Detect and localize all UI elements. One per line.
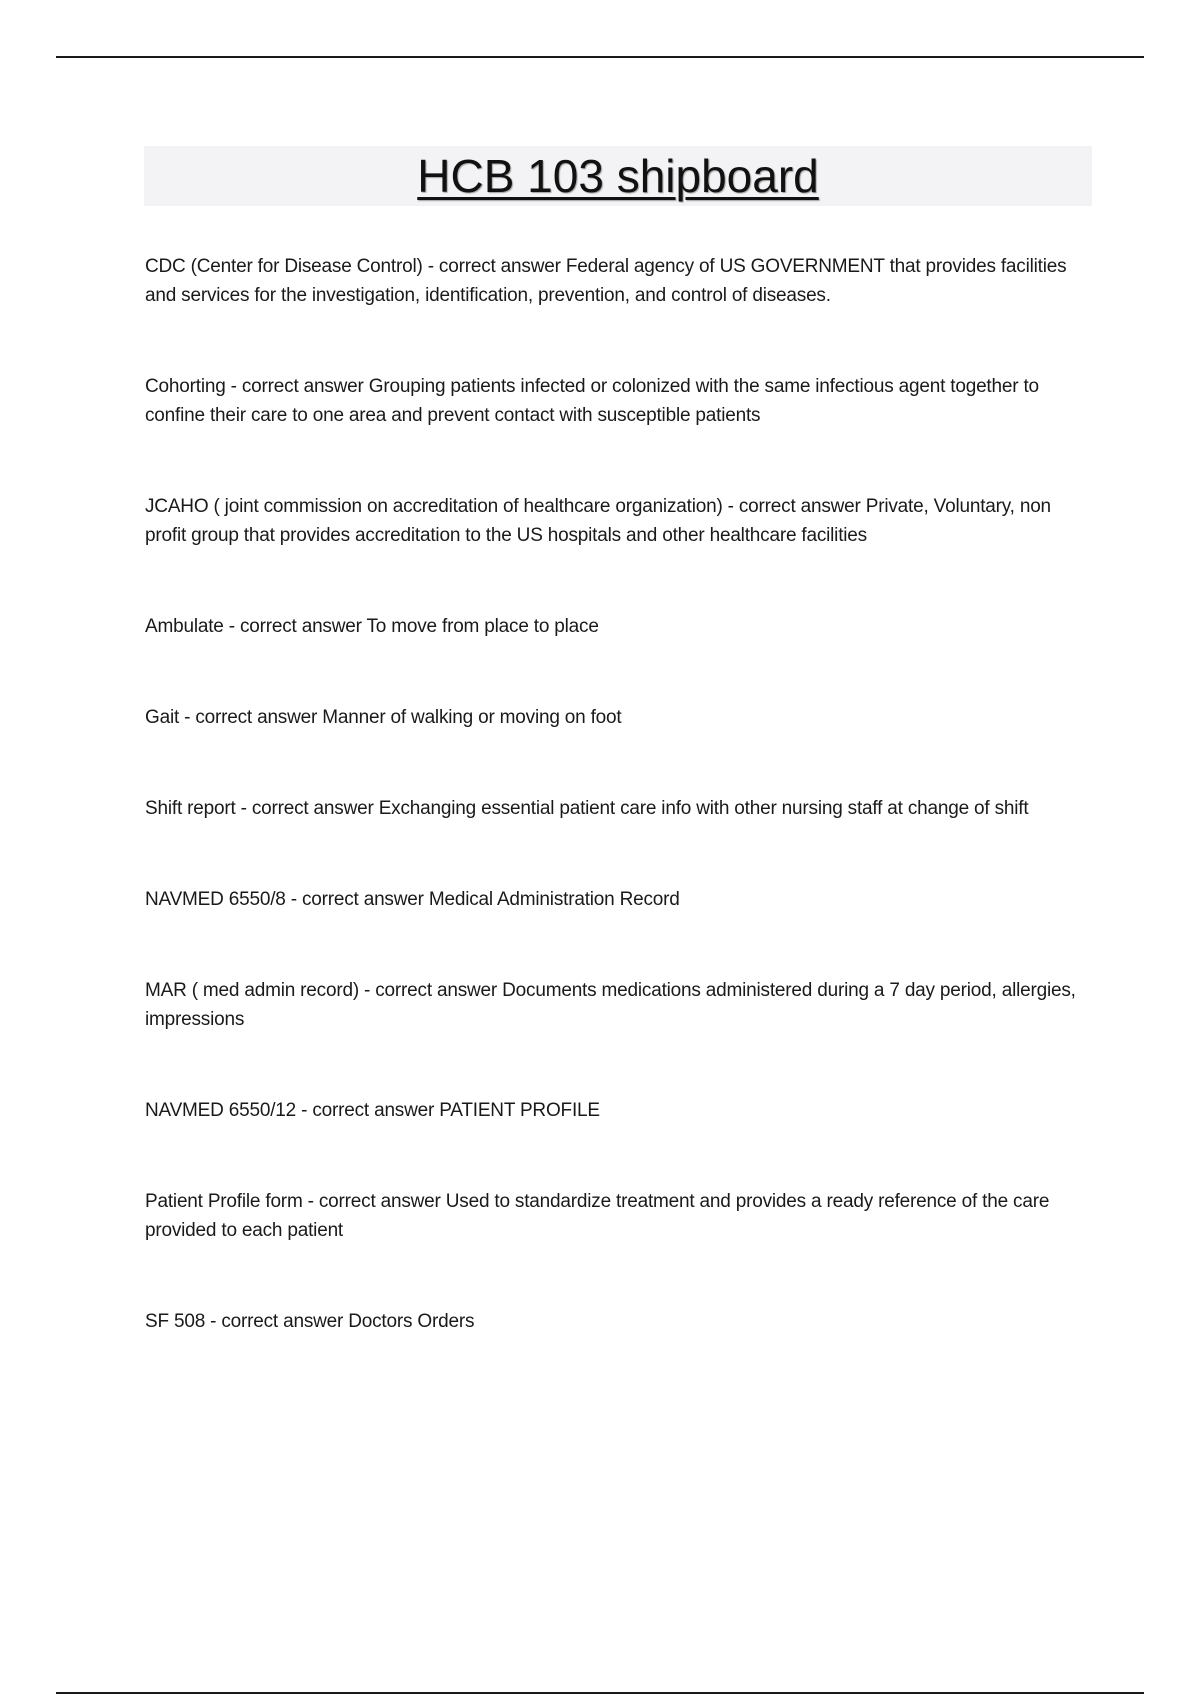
entry-separator: - correct answer <box>225 376 369 397</box>
flashcard-list <box>145 252 1095 1398</box>
flashcard-entry <box>145 492 1095 550</box>
entry-answer: Manner of walking or moving on foot <box>322 707 622 728</box>
entry-term: JCAHO ( joint commission on accreditation of healthcare organization) <box>145 496 723 517</box>
flashcard-entry <box>145 1307 1095 1336</box>
entry-answer: Used to standardize treatment and provides a ready reference of the care provided to each patient <box>145 1191 1050 1241</box>
entry-separator: - correct answer <box>358 980 503 1001</box>
title-band <box>144 146 1092 206</box>
entry-separator: - correct answer <box>422 256 566 277</box>
entry-separator: - correct answer <box>302 1191 446 1212</box>
entry-answer: Private, Voluntary, non profit group that provides accreditation to the US hospitals and other healthcare facilities <box>145 496 1051 546</box>
entry-term: SF 508 <box>145 1311 206 1332</box>
flashcard-entry <box>145 372 1095 430</box>
entry-term: MAR ( med admin record) <box>145 980 359 1001</box>
entry-term: Ambulate <box>145 616 224 637</box>
flashcard-entry <box>145 1096 1095 1125</box>
entry-answer: Exchanging essential patient care info with other nursing staff at change of shift <box>378 798 1029 819</box>
entry-separator: - correct answer <box>179 707 323 728</box>
flashcard-entry <box>145 1187 1095 1245</box>
entry-term: NAVMED 6550/12 <box>145 1100 297 1121</box>
flashcard-entry <box>145 885 1095 914</box>
entry-separator: - correct answer <box>285 889 429 910</box>
entry-term: Patient Profile form <box>145 1191 303 1212</box>
entry-answer: Federal agency of US GOVERNMENT that provides facilities and services for the investigation, identification, prevention, and control of diseases. <box>145 256 1067 306</box>
top-rule <box>56 56 1144 58</box>
entry-separator: - correct answer <box>722 496 866 517</box>
entry-answer: To move from place to place <box>366 616 599 637</box>
entry-answer: Medical Administration Record <box>428 889 680 910</box>
entry-term: Cohorting <box>145 376 226 397</box>
entry-answer: Doctors Orders <box>348 1311 475 1332</box>
entry-answer: Documents medications administered during a 7 day period, allergies, impressions <box>145 980 1076 1030</box>
entry-term: CDC (Center for Disease Control) <box>145 256 423 277</box>
bottom-rule <box>56 1692 1144 1694</box>
entry-separator: - correct answer <box>205 1311 349 1332</box>
page-title: HCB 103 shipboard <box>417 150 819 202</box>
flashcard-entry <box>145 252 1095 310</box>
flashcard-entry <box>145 703 1095 732</box>
entry-term: Shift report <box>145 798 236 819</box>
flashcard-entry <box>145 612 1095 641</box>
entry-answer: Grouping patients infected or colonized with the same infectious agent together to confine their care to one area and prevent contact with susceptible patients <box>145 376 1039 426</box>
entry-separator: - correct answer <box>223 616 367 637</box>
entry-separator: - correct answer <box>296 1100 440 1121</box>
flashcard-entry <box>145 794 1095 823</box>
flashcard-entry <box>145 976 1095 1034</box>
entry-term: Gait <box>145 707 180 728</box>
entry-answer: PATIENT PROFILE <box>439 1100 600 1121</box>
entry-separator: - correct answer <box>235 798 379 819</box>
entry-term: NAVMED 6550/8 <box>145 889 286 910</box>
